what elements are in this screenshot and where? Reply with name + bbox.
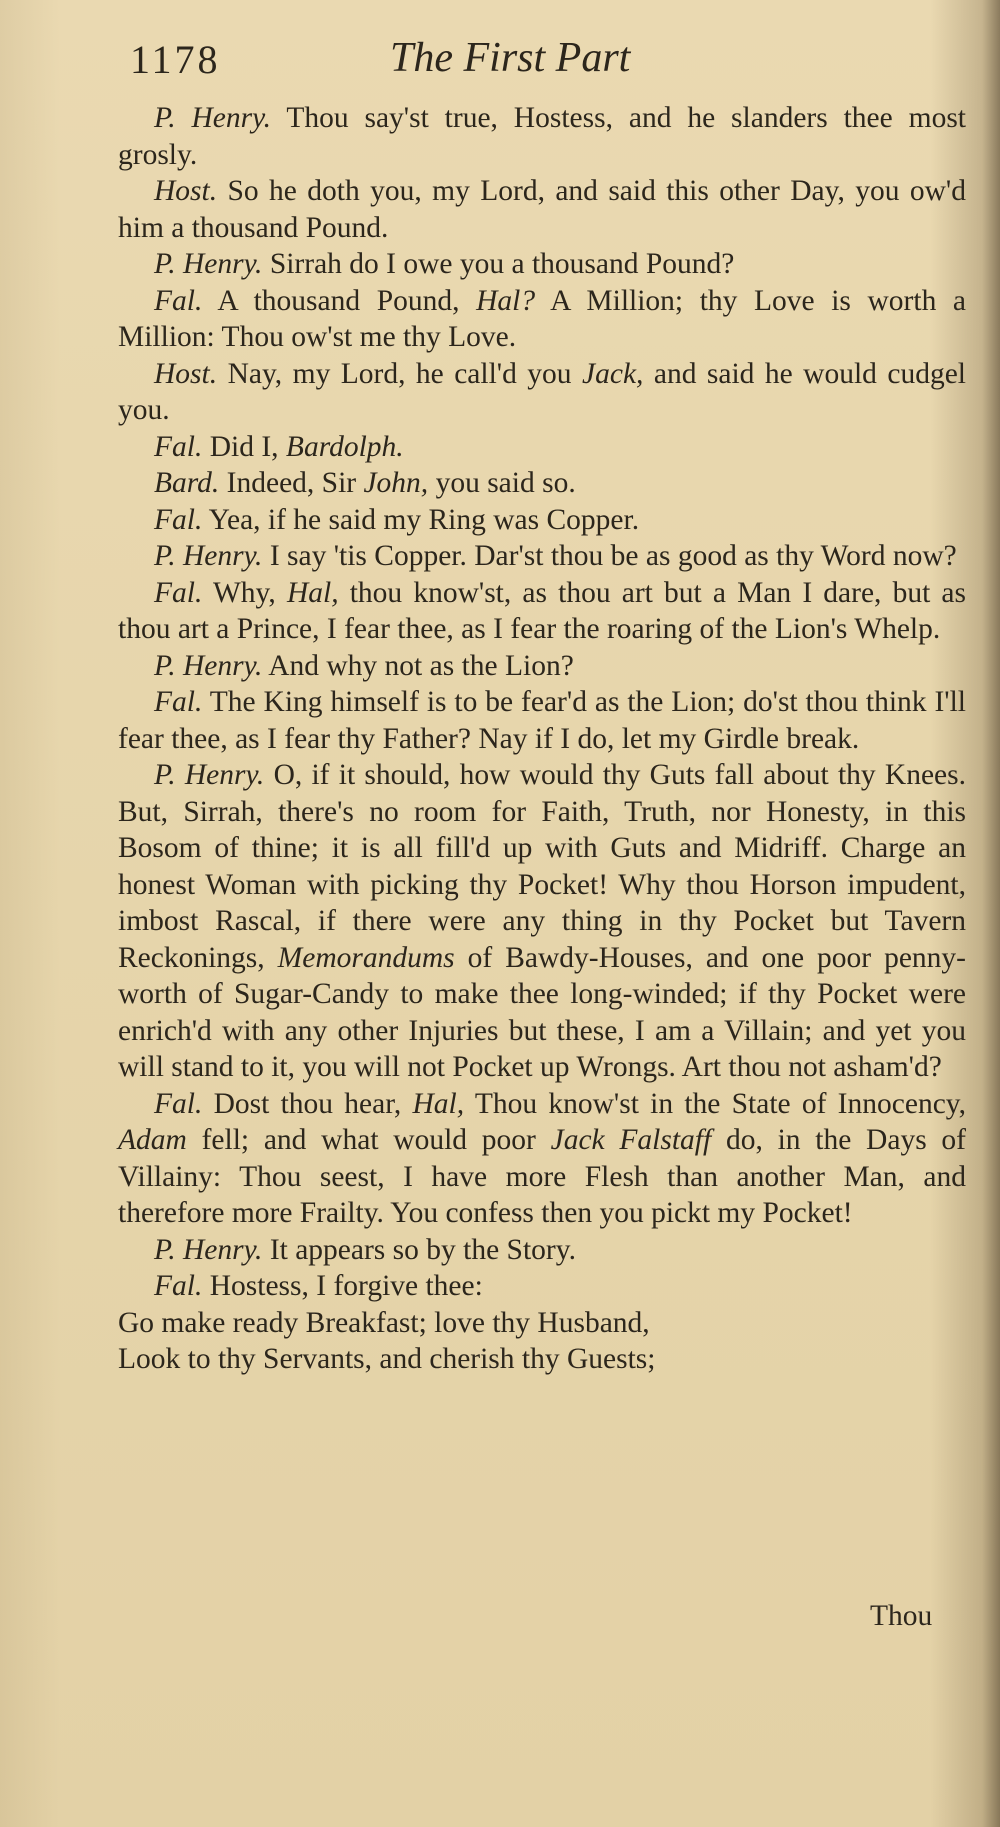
speaker: Bard.	[154, 467, 220, 499]
speech	[118, 429, 966, 466]
running-title: The First Part	[390, 35, 631, 81]
speech-text: Dost thou hear,	[213, 1087, 402, 1120]
speech-text: do, in the Days of Villainy: Thou seest, I have more Flesh than another Man, and therefore more Frailty. You confess then you pickt my Pocket!	[118, 1124, 966, 1229]
speaker: Host.	[154, 175, 218, 207]
speech	[118, 246, 966, 283]
speech-text: Yea, if he said my Ring was Copper.	[208, 503, 640, 536]
speech	[118, 465, 966, 502]
speech	[118, 173, 966, 246]
emphasis: Memorandums	[277, 941, 455, 974]
speaker: P. Henry.	[154, 102, 271, 134]
speech-text: And why not as the Lion?	[268, 649, 574, 682]
speaker: Fal.	[154, 576, 203, 609]
emphasis: Jack Falstaff	[550, 1124, 712, 1156]
emphasis: John,	[363, 467, 429, 499]
speaker: P. Henry.	[154, 540, 263, 572]
speech-text: you said so.	[435, 467, 576, 499]
speech-text: Indeed, Sir	[226, 467, 357, 499]
speaker: Host.	[154, 357, 218, 390]
speech	[118, 1086, 966, 1232]
speech-text: thou know'st, as thou art but a Man I dare, but as thou art a Prince, I fear thee, as I fear the roaring of the Lion's Whelp.	[118, 576, 967, 645]
speech-text: It appears so by the Story.	[269, 1233, 576, 1266]
speech-text: and said he would cudgel you.	[118, 357, 967, 426]
play-text	[118, 100, 966, 1378]
speech	[118, 575, 966, 648]
speech	[118, 648, 966, 685]
speech	[118, 100, 966, 173]
speaker: Fal.	[154, 686, 203, 718]
speech-text: Thou know'st in the State of Innocency,	[474, 1087, 966, 1120]
speech-text: Sirrah do I owe you a thousand Pound?	[269, 248, 735, 280]
speech	[118, 684, 966, 757]
speech-text: Why,	[212, 576, 276, 609]
emphasis: Bardolph.	[285, 430, 404, 463]
speech-text: Hostess, I forgive thee:	[209, 1270, 483, 1302]
speaker: Fal.	[154, 1270, 203, 1302]
speaker: Fal.	[154, 1087, 203, 1120]
speaker: P. Henry.	[154, 1233, 263, 1266]
speaker: P. Henry.	[154, 248, 263, 280]
speech	[118, 502, 966, 539]
speech-text: Thou say'st true, Hostess, and he slanders thee most grosly.	[118, 102, 967, 171]
speech-text: So he doth you, my Lord, and said this other Day, you ow'd him a thousand Pound.	[118, 175, 966, 244]
speaker: Fal.	[154, 284, 203, 317]
speaker: P. Henry.	[154, 759, 265, 791]
speech	[118, 538, 966, 575]
speaker: Fal.	[154, 503, 203, 536]
speech	[118, 356, 966, 429]
speech-text: fell; and what would poor	[201, 1124, 536, 1156]
page-header	[130, 28, 830, 88]
speech	[118, 283, 966, 356]
speech-text: Did I,	[209, 430, 279, 463]
page-number: 1178	[130, 37, 221, 82]
speech-text: I say 'tis Copper. Dar'st thou be as good as thy Word now?	[269, 540, 957, 572]
emphasis: Hal,	[412, 1087, 465, 1120]
verse-line: Look to thy Servants, and cherish thy Guests;	[118, 1343, 656, 1375]
speech-text: The King himself is to be fear'd as the Lion; do'st thou think I'll fear thee, as I fear thy Father? Nay if I do, let my Girdle break.	[118, 686, 966, 755]
verse-line: Go make ready Breakfast; love thy Husband,	[118, 1306, 650, 1339]
emphasis: Hal,	[286, 576, 339, 609]
emphasis: Adam	[118, 1124, 187, 1156]
emphasis: Jack,	[582, 357, 644, 390]
speaker: P. Henry.	[154, 649, 263, 682]
speech-text: of Bawdy-Houses, and one poor penny-worth of Sugar-Candy to make thee long-winded; if thy Pocket were enrich'd with any other Injuries but these, I am a Villain; and yet you will stand to it, you will not Pocket up Wrongs. Art thou not asham'd?	[118, 941, 967, 1083]
speaker: Fal.	[154, 430, 203, 463]
speech-text: A Million; thy Love is worth a Million: Thou ow'st me thy Love.	[118, 284, 967, 353]
emphasis: Hal?	[476, 284, 536, 317]
catchword: Thou	[870, 1600, 933, 1632]
speech	[118, 1268, 966, 1305]
speech-text: O, if it should, how would thy Guts fall about thy Knees. But, Sirrah, there's no room for Faith, Truth, nor Honesty, in this Bosom of thine; it is all fill'd up with Guts and Midriff. Charge an honest Woman with picking thy Pocket! Why thou Horson impudent, imbost Rascal, if there were any thing in thy Pocket but Tavern Reckonings,	[118, 759, 967, 974]
speech-text: A thousand Pound,	[217, 284, 460, 317]
speech	[118, 1232, 966, 1269]
speech	[118, 757, 966, 1086]
speech-text: Nay, my Lord, he call'd you	[227, 357, 572, 390]
